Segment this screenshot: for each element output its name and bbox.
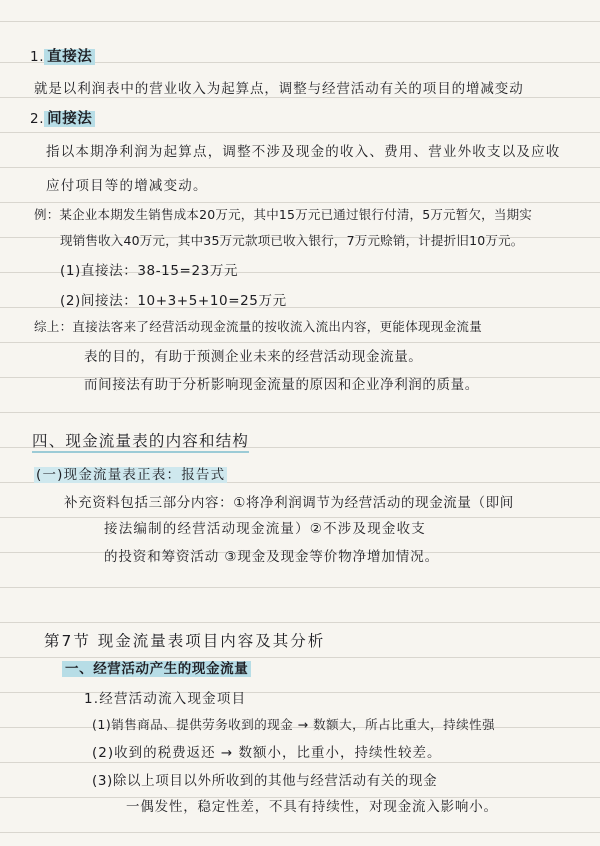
note-line: 1.经营活动流入现金项目 xyxy=(84,691,247,707)
heading-direct-method xyxy=(30,48,95,66)
heading-number: 1. xyxy=(30,49,45,65)
heading-number: 2. xyxy=(30,111,45,127)
list-item: (3)除以上项目以外所收到的其他与经营活动有关的现金 xyxy=(92,773,438,789)
example-line: 现销售收入40万元，其中35万元款项已收入银行，7万元赊销，计提折旧10万元。 xyxy=(60,233,524,248)
calc-line: (2)间接法：10+3+5+10=25万元 xyxy=(60,293,287,309)
list-item: (2)收到的税费返还 → 数额小，比重小，持续性较差。 xyxy=(92,745,442,761)
chapter-heading: 第7节 现金流量表项目内容及其分析 xyxy=(44,632,326,650)
example-line: 例：某企业本期发生销售成本20万元，其中15万元已通过银行付清，5万元暂欠，当期实 xyxy=(34,207,532,222)
summary-line: 表的目的，有助于预测企业未来的经营活动现金流量。 xyxy=(84,349,423,365)
section-heading-text: 四、现金流量表的内容和结构 xyxy=(32,432,249,453)
summary-line: 而间接法有助于分析影响现金流量的原因和企业净利润的质量。 xyxy=(84,377,479,393)
note-line: 接法编制的经营活动现金流量）②不涉及现金收支 xyxy=(104,521,427,537)
section-heading xyxy=(32,432,249,450)
subsection-heading-text: 一、经营活动产生的现金流量 xyxy=(62,661,251,677)
note-line: 的投资和筹资活动 ③现金及现金等价物净增加情况。 xyxy=(104,549,439,565)
note-line: 补充资料包括三部分内容：①将净利润调节为经营活动的现金流量（即间 xyxy=(64,495,514,511)
subsection-heading xyxy=(34,466,227,484)
summary-line: 综上：直接法客来了经营活动现金流量的按收流入流出内容，更能体现现金流量 xyxy=(34,319,483,334)
heading-indirect-method xyxy=(30,110,95,128)
note-line: 就是以利润表中的营业收入为起算点，调整与经营活动有关的项目的增减变动 xyxy=(34,81,524,97)
heading-text: 间接法 xyxy=(44,111,95,127)
list-item: 一偶发性，稳定性差，不具有持续性，对现金流入影响小。 xyxy=(126,799,498,815)
subsection-heading xyxy=(62,660,251,678)
calc-line: (1)直接法：38-15=23万元 xyxy=(60,263,239,279)
subsection-heading-text: (一)现金流量表正表：报告式 xyxy=(36,467,226,483)
heading-text: 直接法 xyxy=(44,49,95,65)
list-item: (1)销售商品、提供劳务收到的现金 → 数额大，所占比重大，持续性强 xyxy=(92,717,496,732)
note-line: 指以本期净利润为起算点，调整不涉及现金的收入、费用、营业外收支以及应收 xyxy=(46,144,561,160)
note-line: 应付项目等的增减变动。 xyxy=(46,178,208,194)
